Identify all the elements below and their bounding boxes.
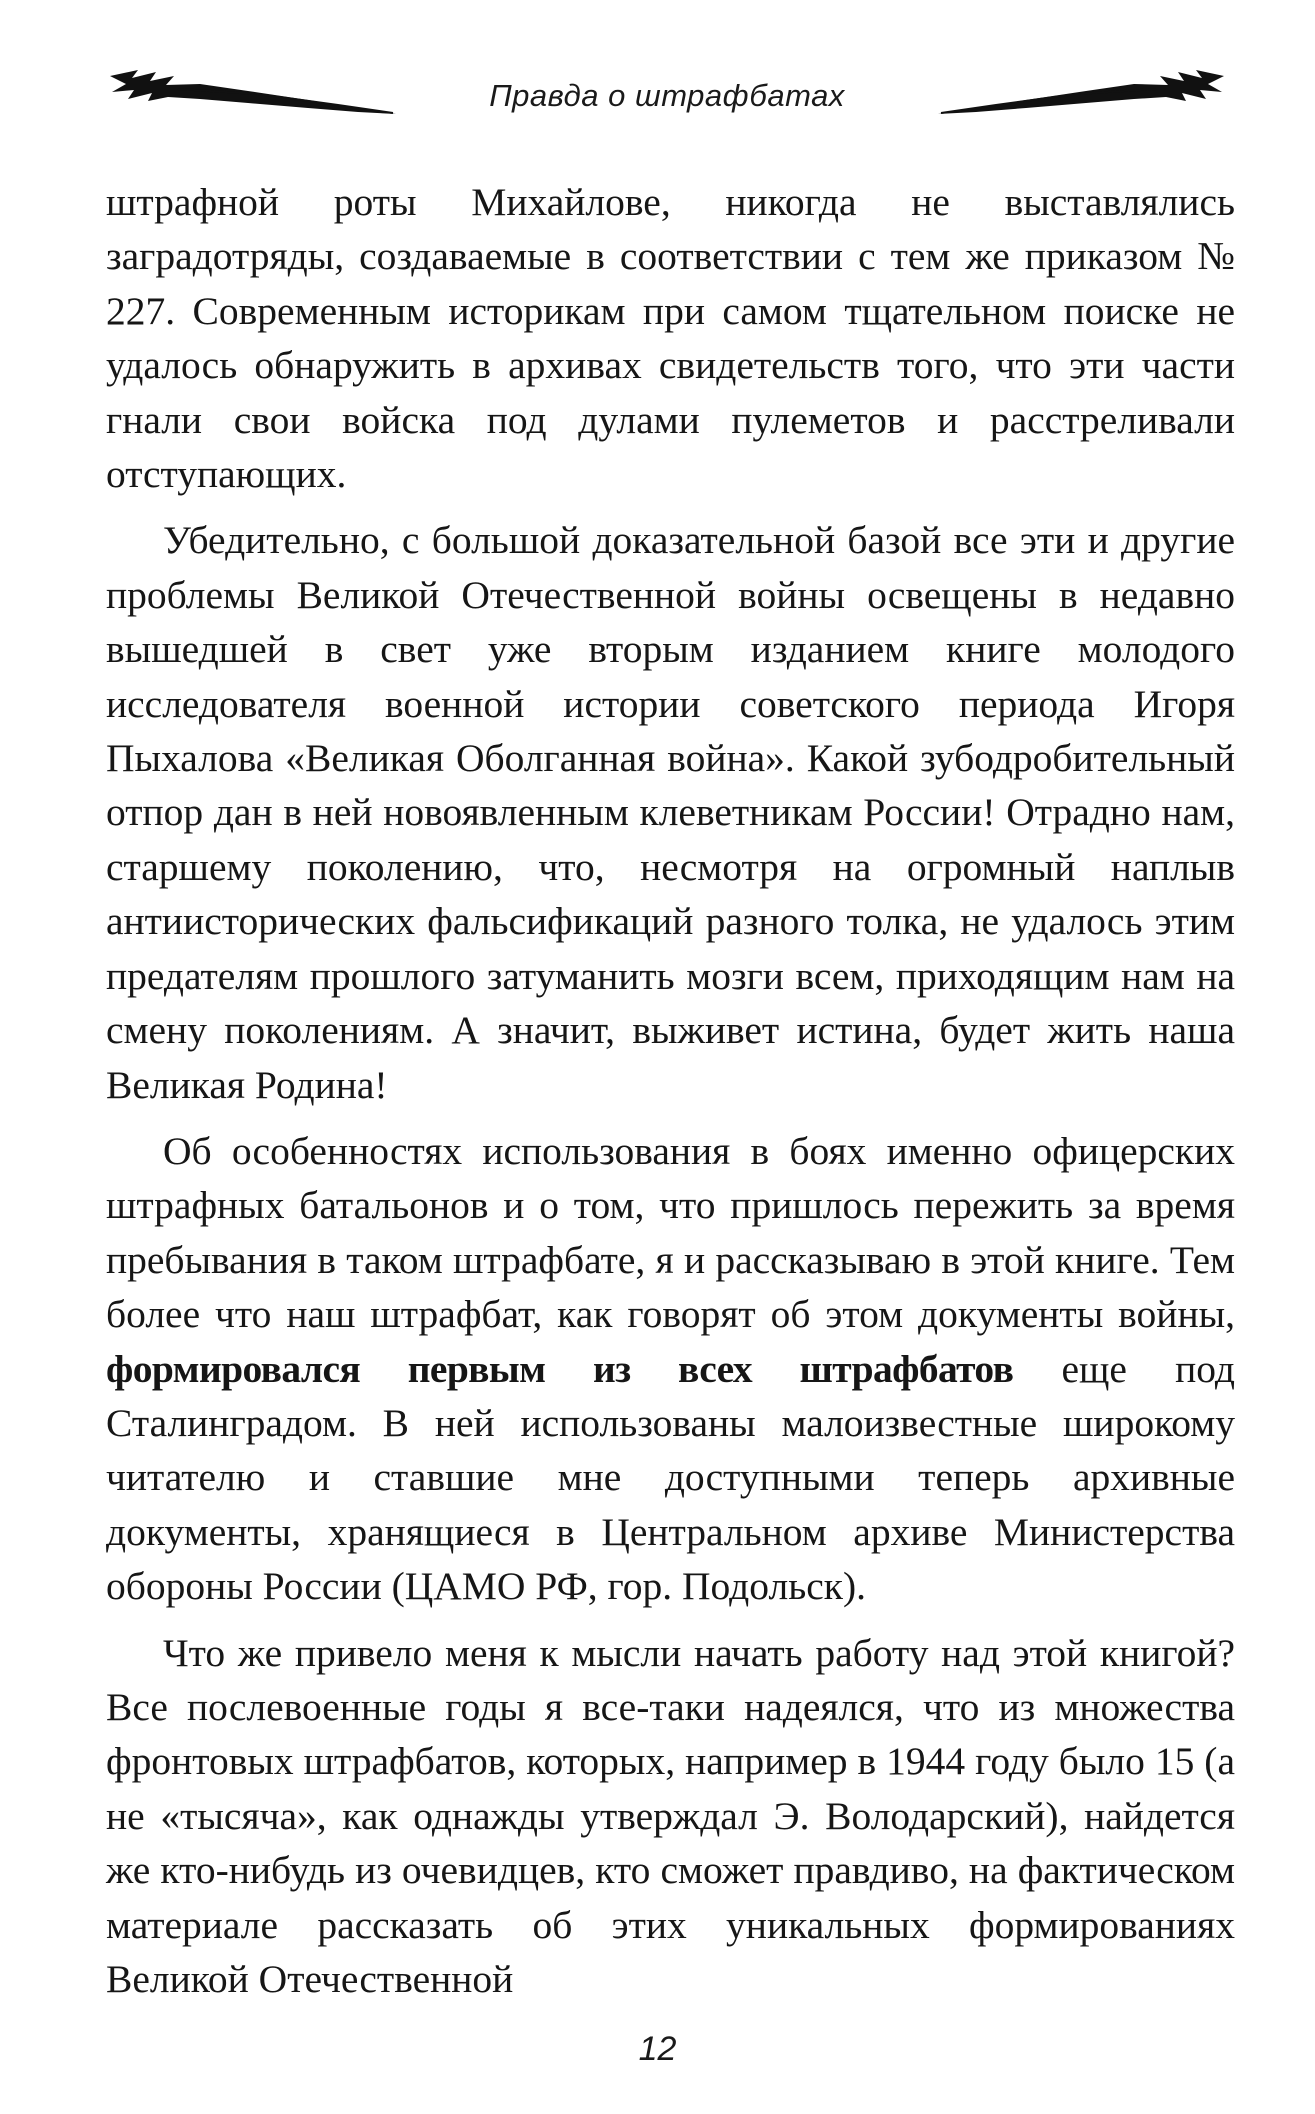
paragraph-text: Об особенностях использования в боях именно офицерских штрафных батальонов и о том, что пришлось пережить за время пребывания в таком штрафбате, я и рассказываю в этой книге. Тем более что наш штрафбат, как говорят об этом документы войны, — [106, 1128, 1235, 1337]
paragraph: Убедительно, с большой доказательной базой все эти и другие проблемы Великой Отечественной войны освещены в недавно вышедшей в свет уже вторым изданием книге молодого исследователя военной истории советского периода Игоря Пыхалова «Великая Оболганная война». Какой зубодробительный отпор дан в ней новоявленным клеветникам России! Отрадно нам, старшему поколению, что, несмотря на огромный наплыв антиисторических фальсификаций разного толка, не удалось этим предателям прошлого затуманить мозги всем, приходящим нам на смену поколениям. А значит, выживет истина, будет жить наша Великая Родина! — [106, 518, 1235, 1107]
paragraph-with-emphasis — [106, 1124, 1235, 1614]
feathered-swash-ornament-icon — [936, 58, 1226, 128]
running-title: Правда о штрафбатах — [489, 78, 845, 113]
bold-emphasis: формировался первым из всех штрафбатов — [106, 1346, 1014, 1391]
paragraph-text: еще под Сталинградом. В ней использованы малоизвестные широкому читателю и ставшие мне доступными теперь архивные документы, хранящиеся в Центральном архиве Министерства обороны России (ЦАМО РФ, гор. Подольск). — [106, 1346, 1235, 1609]
page-number: 12 — [638, 2030, 677, 2068]
running-header — [108, 58, 1226, 128]
paragraph-continued: штрафной роты Михайлове, никогда не выставлялись заградотряды, создаваемые в соответствии с тем же приказом № 227. Современным историкам при самом тщательном поиске не удалось обнаружить в архивах свидетельств того, что эти части гнали свои войска под дулами пулеметов и расстреливали отступающих. — [106, 180, 1235, 497]
paragraph: Что же привело меня к мысли начать работу над этой книгой? Все послевоенные годы я все-таки надеялся, что из множества фронтовых штрафбатов, которых, например в 1944 году было 15 (а не «тысяча», как однажды утверждал Э. Володарский), найдется же кто-нибудь из очевидцев, кто сможет правдиво, на фактическом материале рассказать об этих уникальных формированиях Великой Отечественной — [106, 1630, 1235, 2001]
page-body — [106, 175, 1235, 2006]
